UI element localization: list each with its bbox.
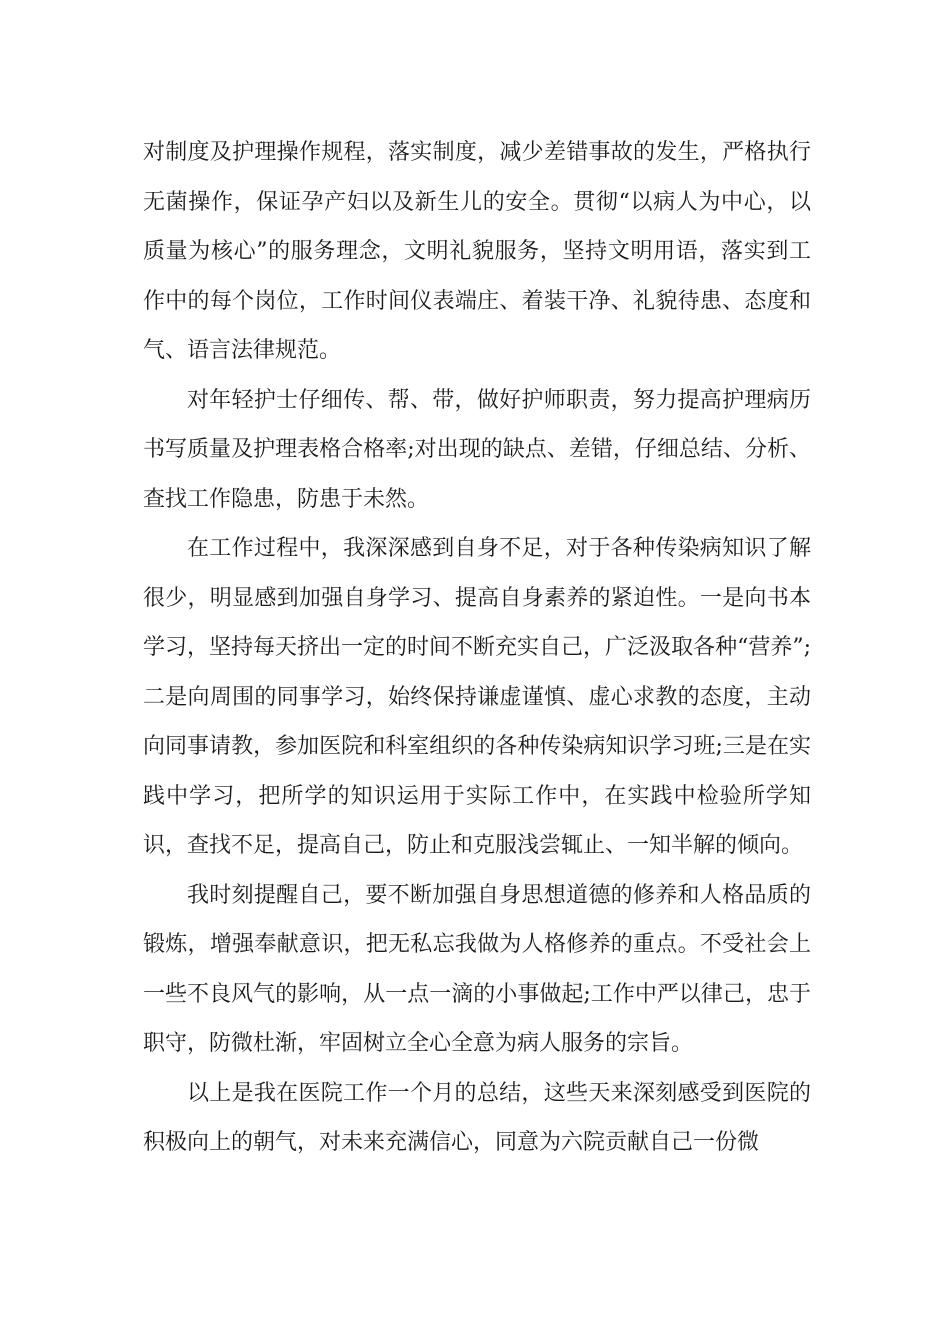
paragraph-5: 以上是我在医院工作一个月的总结，这些天来深刻感受到医院的积极向上的朝气，对未来充满信心，同意为六院贡献自己一份微 [143, 1080, 811, 1155]
paragraph-4: 我时刻提醒自己，要不断加强自身思想道德的修养和人格品质的锻炼，增强奉献意识，把无私忘我做为人格修养的重点。不受社会上一些不良风气的影响，从一点一滴的小事做起;工作中严以律己，忠于职守，防微杜渐，牢固树立全心全意为病人服务的宗旨。 [143, 882, 811, 1056]
document-body [143, 128, 811, 1168]
paragraph-1: 对制度及护理操作规程，落实制度，减少差错事故的发生，严格执行无菌操作，保证孕产妇以及新生儿的安全。贯彻“以病人为中心，以质量为核心”的服务理念，文明礼貌服务，坚持文明用语，落实到工作中的每个岗位，工作时间仪表端庄、着装干净、礼貌待患、态度和气、语言法律规范。 [143, 140, 811, 363]
paragraph-3: 在工作过程中，我深深感到自身不足，对于各种传染病知识了解很少，明显感到加强自身学习、提高自身素养的紧迫性。一是向书本学习，坚持每天挤出一定的时间不断充实自己，广泛汲取各种“营养”;二是向周围的同事学习，始终保持谦虚谨慎、虚心求教的态度，主动向同事请教，参加医院和科室组织的各种传染病知识学习班;三是在实践中学习，把所学的知识运用于实际工作中，在实践中检验所学知识，查找不足，提高自己，防止和克服浅尝辄止、一知半解的倾向。 [143, 536, 811, 858]
paragraph-2: 对年轻护士仔细传、帮、带，做好护师职责，努力提高护理病历书写质量及护理表格合格率;对出现的缺点、差错，仔细总结、分析、查找工作隐患，防患于未然。 [143, 387, 811, 512]
